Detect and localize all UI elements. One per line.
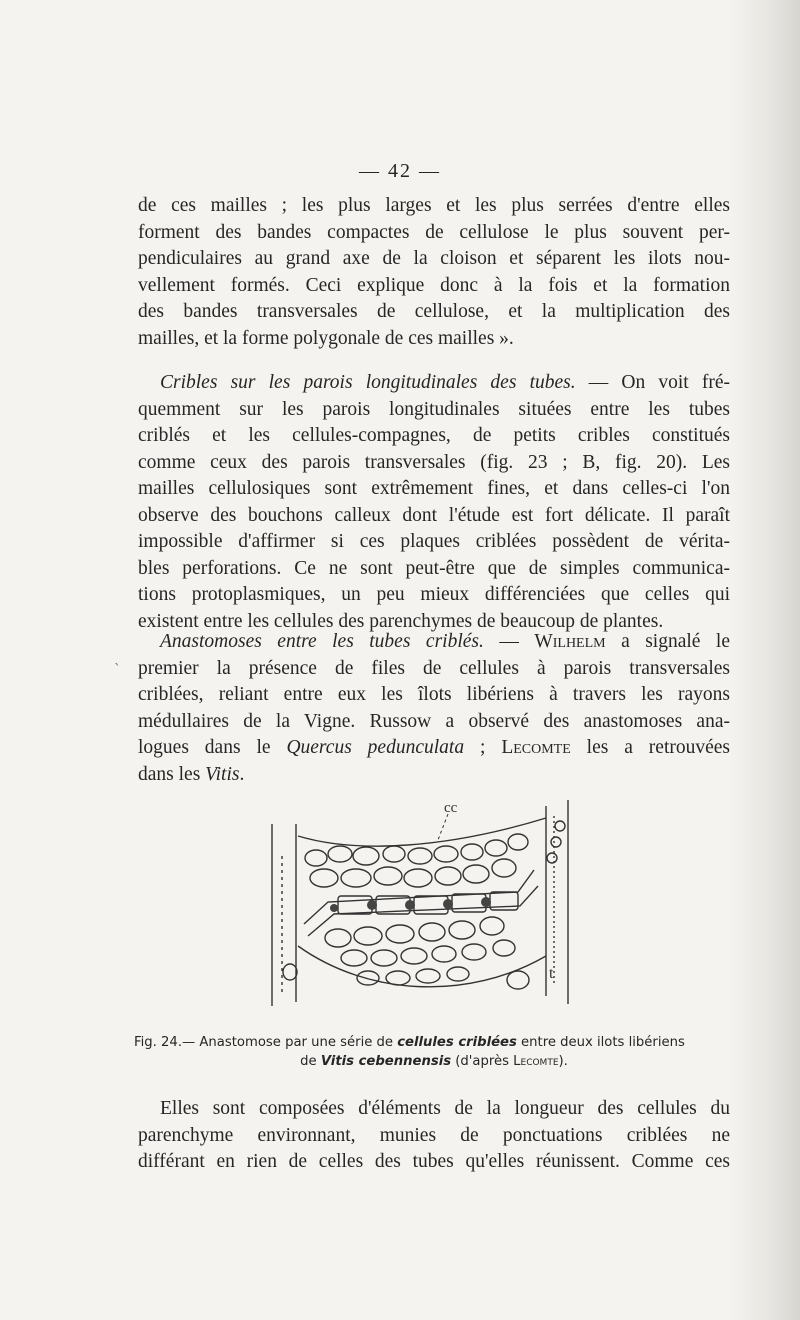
caption-species: Vitis cebennensis	[320, 1054, 452, 1069]
paragraph-elles	[138, 1096, 730, 1176]
text-fragment: les a retrouvées	[570, 737, 731, 758]
section-heading-cribles: Cribles sur les parois longitudinales des tubes.	[160, 372, 576, 393]
page-edge-shadow	[730, 0, 800, 1320]
figure-drawing	[268, 796, 580, 1016]
text-line: vellement formés. Ceci explique donc à la fois et la formation	[138, 274, 730, 296]
text-line: mailles, et la forme polygonale de ces mailles ».	[138, 327, 514, 349]
text-fragment: dans les	[138, 763, 206, 785]
figure-anastomose-illustration	[268, 796, 580, 1016]
text-line: premier la présence de files de cellules à parois transversales	[138, 657, 730, 679]
text-line: parenchyme environnant, munies de ponctuations criblées ne	[138, 1124, 730, 1146]
figure-caption	[134, 1033, 734, 1071]
figure-number: Fig. 24.	[134, 1035, 183, 1050]
author-name: Lecomte	[501, 737, 571, 758]
paragraph-anastomoses	[138, 629, 730, 788]
text-line: impossible d'affirmer si ces plaques criblées possèdent de vérita-	[138, 531, 730, 552]
page-number: — 42 —	[359, 160, 441, 182]
text-line: criblés et les cellules-compagnes, de petits cribles constitués	[138, 425, 730, 446]
text-line: forment des bandes compactes de cellulose le plus souvent per-	[138, 221, 730, 243]
text-line: bles perforations. Ce ne sont peut-être que de simples communica-	[138, 557, 730, 579]
text-line: tions protoplasmiques, un peu mieux différenciées que celles qui	[138, 584, 730, 605]
text-line: pendiculaires au grand axe de la cloison et séparent les ilots nou-	[138, 248, 730, 269]
text-fragment: —	[483, 631, 535, 652]
text-line: différant en rien de celles des tubes qu'elles réunissent. Comme ces	[138, 1151, 730, 1172]
genus-name: Vitis	[205, 763, 240, 785]
text-line	[138, 370, 730, 397]
figure-label-cc: cc	[444, 800, 458, 816]
caption-term: cellules criblées	[397, 1035, 517, 1050]
caption-fragment: — Anastomose par une série de	[182, 1035, 398, 1050]
text-line: mailles cellulosiques sont extrêmement fines, et dans celles-ci l'on	[138, 478, 730, 499]
author-name: Wilhelm	[534, 631, 606, 652]
text-line: des bandes transversales de cellulose, et la multiplication des	[138, 301, 730, 322]
caption-fragment: (d'après	[451, 1054, 514, 1069]
text-line: criblées, reliant entre eux les îlots libériens à travers les rayons	[138, 684, 730, 705]
caption-fragment: de	[300, 1054, 321, 1069]
text-line	[138, 735, 730, 762]
text-fragment: ;	[464, 737, 502, 758]
caption-fragment: entre deux ilots libériens	[516, 1035, 685, 1050]
text-line	[138, 762, 730, 789]
text-line: de ces mailles ; les plus larges et les plus serrées d'entre elles	[138, 195, 730, 216]
caption-line	[134, 1033, 734, 1052]
paragraph-cribles	[138, 370, 730, 635]
caption-author: Lecomte	[513, 1054, 559, 1069]
text-line: quemment sur les parois longitudinales situées entre les tubes	[138, 398, 730, 420]
text-line	[138, 629, 730, 656]
text-line: observe des bouchons calleux dont l'étude est fort délicate. Il paraît	[138, 504, 730, 526]
text-line: Elles sont composées d'éléments de la longueur des cellules du	[160, 1098, 730, 1119]
species-name: Quercus pedunculata	[286, 737, 465, 758]
margin-mark: `	[114, 662, 121, 678]
text-fragment: .	[239, 763, 245, 785]
figure-label-t: t	[549, 965, 554, 982]
caption-fragment: ).	[558, 1054, 568, 1069]
caption-line	[134, 1052, 734, 1071]
paragraph-mailles	[138, 193, 730, 352]
text-fragment: logues dans le	[138, 737, 287, 758]
section-heading-anastomoses: Anastomoses entre les tubes criblés.	[160, 631, 484, 652]
text-line: comme ceux des parois transversales (fig. 23 ; B, fig. 20). Les	[138, 451, 730, 473]
text-line: existent entre les cellules des parenchymes de beaucoup de plantes.	[138, 610, 664, 632]
text-fragment: a signalé le	[605, 631, 731, 652]
text-line: médullaires de la Vigne. Russow a observé des anastomoses ana-	[138, 710, 730, 732]
text-fragment: — On voit fré-	[575, 372, 730, 393]
